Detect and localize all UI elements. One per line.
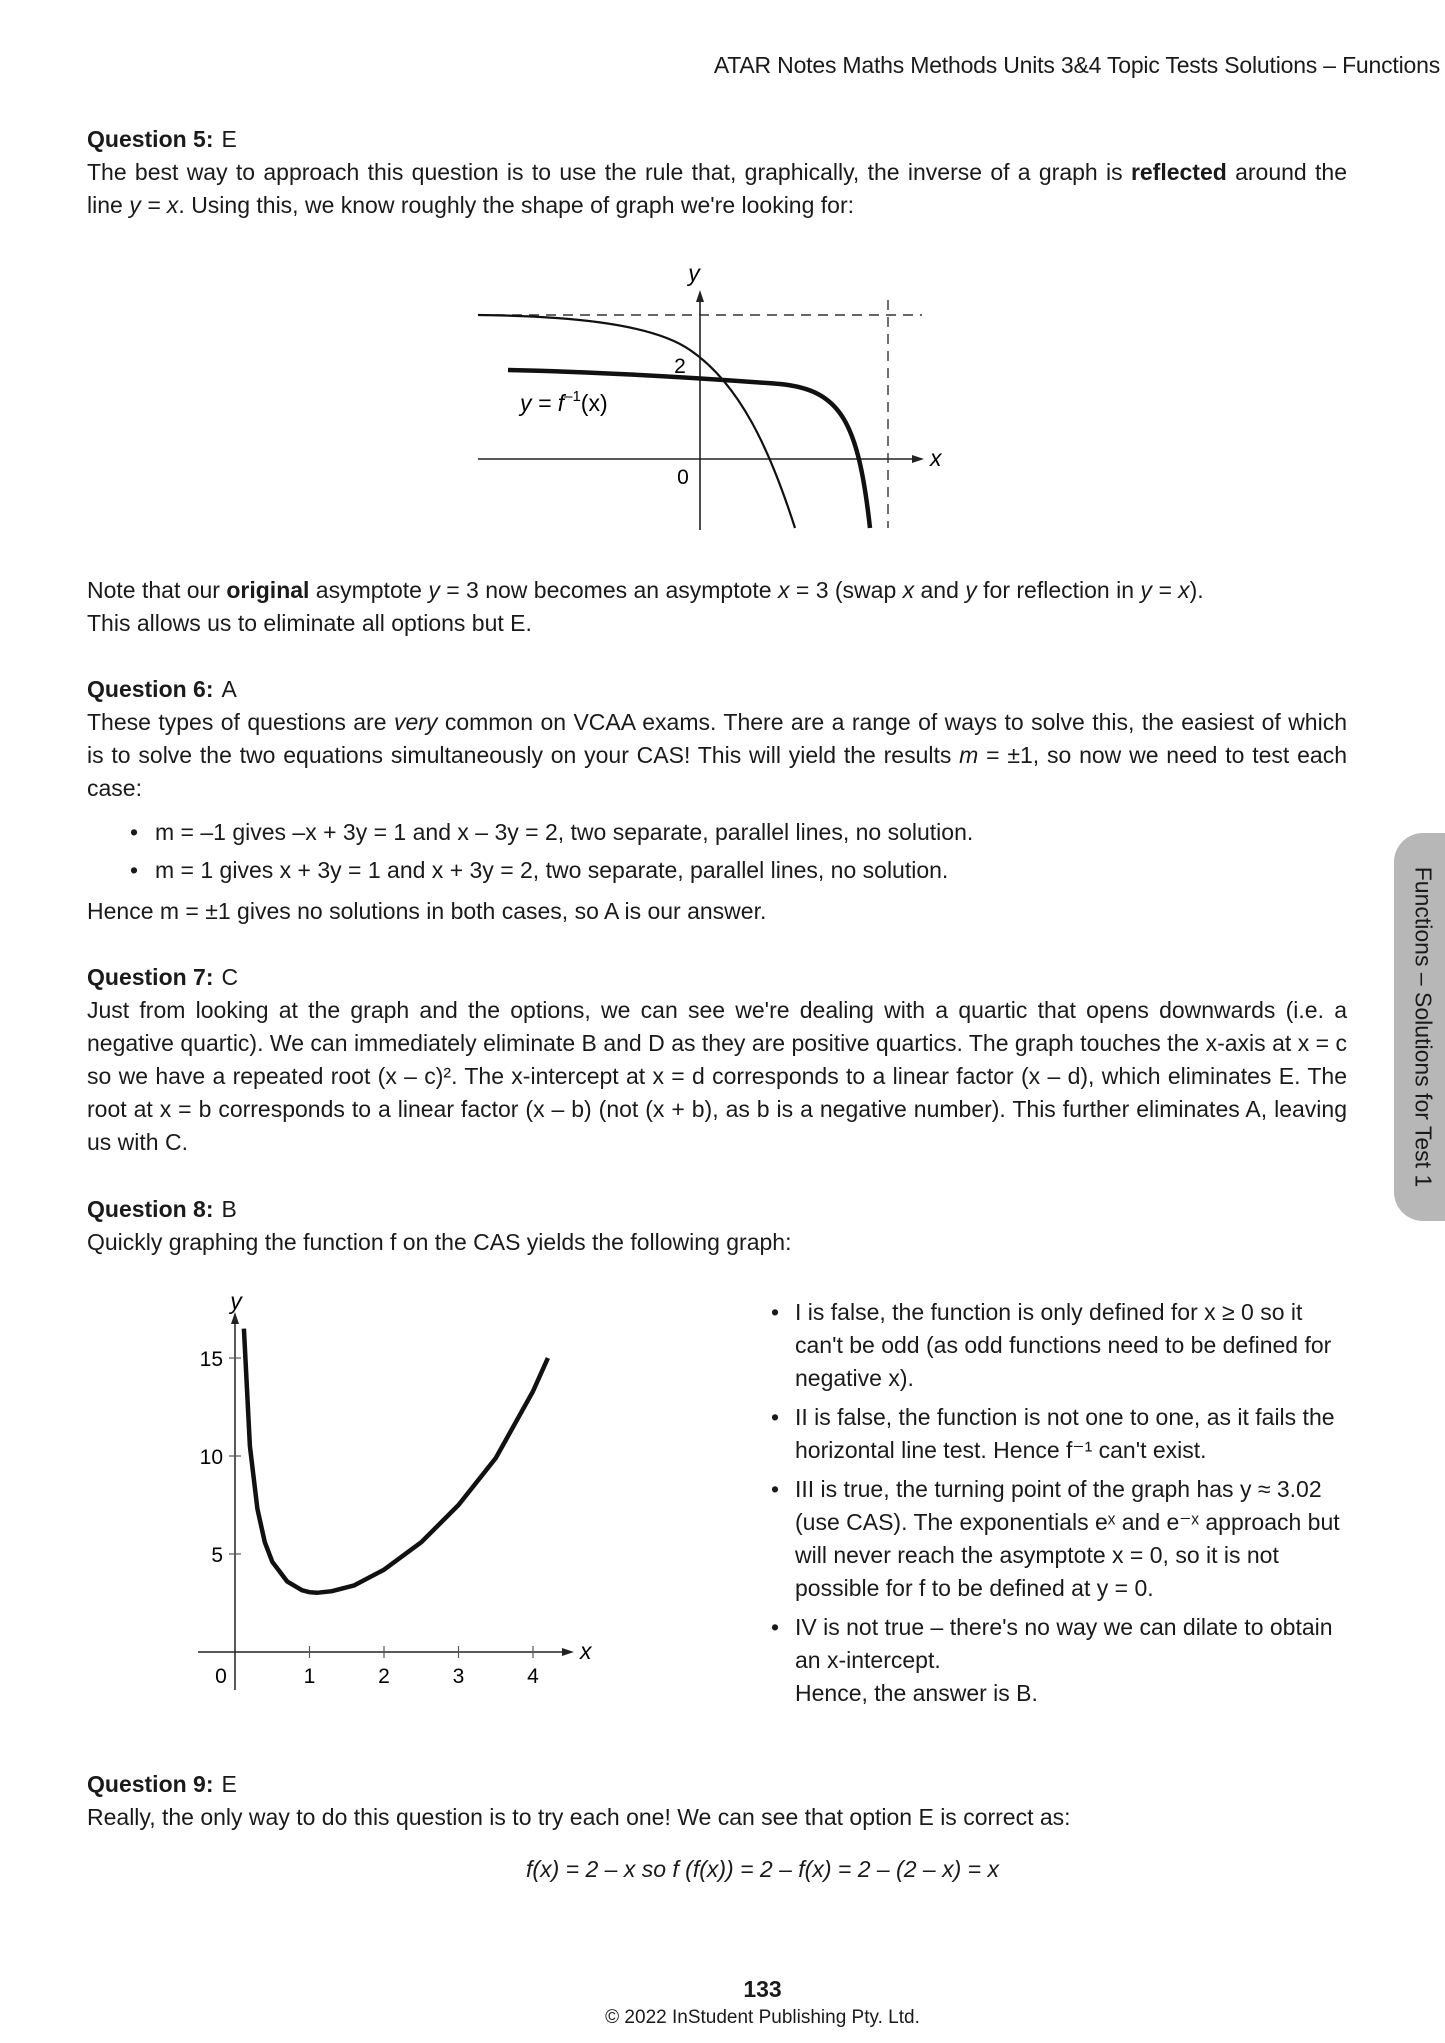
question-8-answer: B — [221, 1196, 237, 1222]
question-8-conclusion: Hence, the answer is B. — [795, 1680, 1038, 1706]
y-axis-arrow — [696, 290, 704, 302]
question-8-analysis — [762, 1296, 1347, 1716]
y-tick-label: 15 — [199, 1348, 223, 1371]
question-6-conclusion: Hence m = ±1 gives no solutions in both cases, so A is our answer. — [87, 898, 767, 924]
y-tick-label: 10 — [199, 1446, 223, 1469]
graph-origin-label: 0 — [677, 466, 689, 489]
question-6-cases — [87, 813, 1347, 889]
question-5-paragraph: The best way to approach this question is to use the rule that, graphically, the inverse of a graph is reflected around the line y = x. Using this, we know roughly the shape of graph we're looking for: — [87, 159, 1347, 218]
original-curve — [478, 315, 795, 528]
y-tick-label: 5 — [211, 1544, 223, 1567]
question-8 — [87, 1193, 1347, 1259]
side-tab-label: Functions – Solutions for Test 1 — [1410, 866, 1437, 1188]
x-tick-label: 2 — [378, 1665, 390, 1688]
question-5-note-line2: This allows us to eliminate all options but E. — [87, 610, 532, 636]
chart-x-label: x — [580, 1638, 592, 1664]
running-header: ATAR Notes Maths Methods Units 3&4 Topic Tests Solutions – Functions — [713, 52, 1440, 78]
list-item: • II is false, the function is not one to one, as it fails the horizontal line test. Hence f⁻¹ can't exist. — [762, 1401, 1347, 1467]
x-tick-label: 0 — [215, 1665, 227, 1688]
x-axis-arrow — [912, 455, 924, 463]
side-tab[interactable] — [1394, 833, 1445, 1221]
question-9-heading: Question 9: E — [87, 1771, 237, 1797]
question-8-heading: Question 8: B — [87, 1196, 237, 1222]
question-9-formula: f(x) = 2 – x so f (f(x)) = 2 – f(x) = 2 – (2 – x) = x — [526, 1856, 999, 1882]
graph-intercept-label: 2 — [674, 355, 686, 378]
question-8-intro: Quickly graphing the function f on the CAS yields the following graph: — [87, 1229, 792, 1255]
x-tick-label: 4 — [527, 1665, 539, 1688]
question-7-answer: C — [221, 964, 239, 990]
inverse-function-graph — [470, 260, 950, 535]
page-number: 133 — [743, 1976, 782, 2002]
question-6-paragraph: These types of questions are very common on VCAA exams. There are a range of ways to solve this, the easiest of which is to solve the two equations simultaneously on your CAS! This will yield the results m = ±1, so now we need to test each case: — [87, 709, 1347, 801]
f-curve — [244, 1329, 548, 1593]
question-7-heading: Question 7: C — [87, 964, 239, 990]
question-6-answer: A — [221, 676, 237, 702]
question-9-answer: E — [221, 1771, 237, 1797]
list-item: • m = –1 gives –x + 3y = 1 and x – 3y = 2, two separate, parallel lines, no solution. — [87, 813, 1347, 851]
question-5-note — [87, 574, 1347, 640]
chart-y-label: y — [230, 1288, 242, 1314]
chart-x-axis-arrow — [562, 1648, 574, 1656]
question-7-paragraph: Just from looking at the graph and the options, we can see we're dealing with a quartic that opens downwards (i.e. a negative quartic). We can immediately eliminate B and D as they are positive quartics. The graph touches the x-axis at x = c so we have a repeated root (x – c)². The x-intercept at x = d corresponds to a linear factor (x – d), which eliminates E. The root at x = b corresponds to a linear factor (x – b) (not (x + b), as b is a negative number). This further eliminates A, leaving us with C. — [87, 997, 1347, 1155]
question-6-heading: Question 6: A — [87, 676, 237, 702]
question-5-heading: Question 5: E — [87, 126, 237, 152]
question-5-answer: E — [221, 126, 237, 152]
graph-y-label: y — [688, 260, 700, 286]
list-item: • IV is not true – there's no way we can dilate to obtain an x-intercept. Hence, the answer is B. — [762, 1611, 1347, 1710]
inverse-curve-label: $y = f^{-1}(x)$ — [520, 388, 608, 416]
copyright: © 2022 InStudent Publishing Pty. Ltd. — [605, 2007, 920, 2028]
question-5-note-line1: Note that our original asymptote y = 3 now becomes an asymptote x = 3 (swap x and y for reflection in y = x). — [87, 577, 1204, 603]
function-f-graph — [180, 1280, 620, 1700]
graph-x-label: x — [930, 445, 942, 471]
question-9 — [87, 1768, 1347, 1834]
question-6 — [87, 673, 1347, 928]
list-item: • m = 1 gives x + 3y = 1 and x + 3y = 2, two separate, parallel lines, no solution. — [87, 851, 1347, 889]
question-5 — [87, 123, 1347, 222]
list-item: • I is false, the function is only defined for x ≥ 0 so it can't be odd (as odd functions need to be defined for negative x). — [762, 1296, 1347, 1395]
list-item: • III is true, the turning point of the graph has y ≈ 3.02 (use CAS). The exponentials eˣ and e⁻ˣ approach but will never reach the asymptote x = 0, so it is not possible for f to be defined at y = 0. — [762, 1473, 1347, 1605]
question-9-paragraph: Really, the only way to do this question is to try each one! We can see that option E is correct as: — [87, 1804, 1071, 1830]
question-7 — [87, 961, 1347, 1159]
x-tick-label: 1 — [303, 1665, 316, 1688]
x-tick-label: 3 — [452, 1665, 465, 1688]
